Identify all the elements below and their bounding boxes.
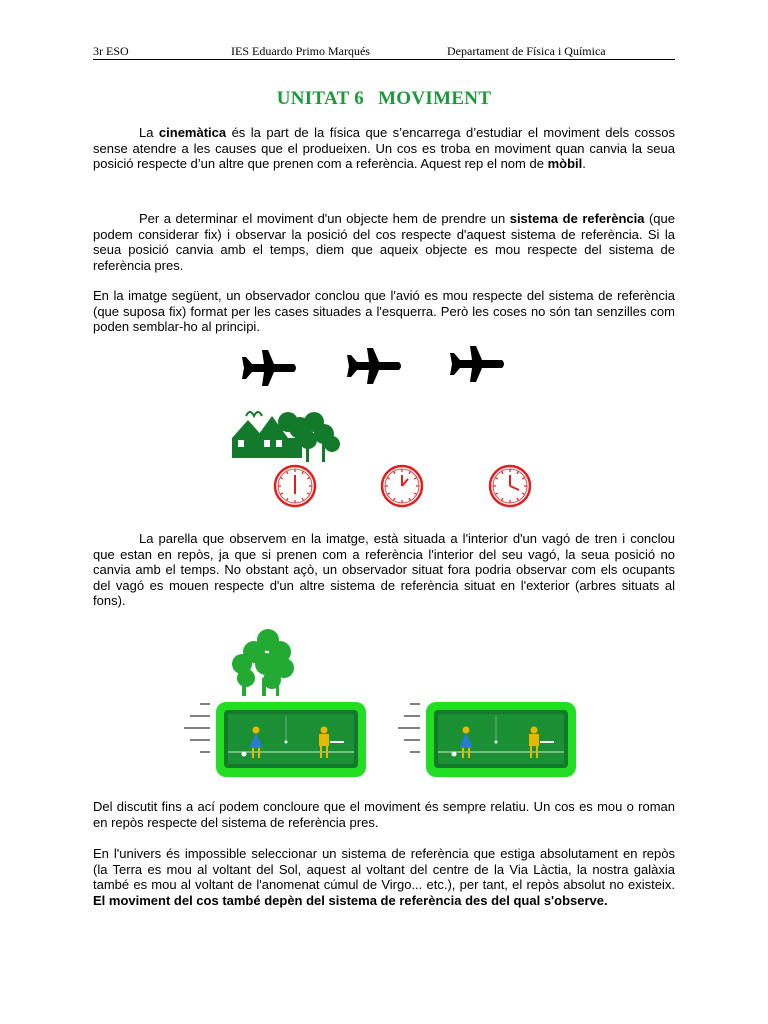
p2-text-a: Per a determinar el moviment d'un objecte hem de prendre un bbox=[139, 211, 510, 226]
airplane-icon bbox=[450, 346, 504, 382]
paragraph-parella: La parella que observem en la imatge, està situada a l'interior d'un vagó de tren i conclou que estan en repòs, ja que si prenen com a referència l'interior del seu vagó, la seua posició no canvia amb el temps. No obstant açò, un observador situat fora podria observar com els ocupants del vagó es mouen respecte d'un altre sistema de referència situat en l'exterior (arbres situats al fons). bbox=[93, 531, 675, 609]
p1-text-c: és la part de la física que s’encarrega d’estudiar el moviment dels cossos sense atendre a les causes que el produeixen. Un cos es troba en moviment quan canvia la seua posició respecte d’un altre que prenen com a referència. Aquest rep el nom de bbox=[93, 125, 675, 172]
paragraph-cinematica bbox=[93, 125, 675, 172]
train-wagon-icon bbox=[426, 702, 576, 777]
p6-conclusion: El moviment del cos també depèn del sistema de referència des del qual s'observe. bbox=[93, 892, 608, 908]
header-divider bbox=[93, 59, 675, 60]
clock-icon bbox=[275, 466, 315, 506]
houses-trees-icon bbox=[232, 412, 340, 462]
p6-text-a: En l'univers és impossible seleccionar un sistema de referència que estiga absolutament en repòs (la Terra es mou al voltant del Sol, aquest al voltant del centre de la Via Làctia, la nostra galàxia també es mou al voltant de l'anomenat cúmul de Virgo... etc.), per tant, el repòs absolut no existeix. bbox=[93, 846, 675, 893]
paragraph-avio: En la imatge següent, un observador conclou que l'avió es mou respecte del sistema de referència (que suposa fix) format per les cases situades a l'esquerra. Però les coses no són tan senzilles com poden semblar-ho al principi. bbox=[93, 288, 675, 335]
page-header bbox=[93, 42, 675, 60]
header-school: IES Eduardo Primo Marqués bbox=[231, 44, 370, 58]
paragraph-univers bbox=[93, 846, 675, 908]
paragraph-relatiu: Del discutit fins a ací podem concloure que el moviment és sempre relatiu. Un cos es mou o roman en repòs respecte del sistema de referència pres. bbox=[93, 799, 675, 830]
p1-term-cinematica: cinemàtica bbox=[158, 125, 227, 140]
title-unit: UNITAT 6 bbox=[276, 88, 365, 109]
title-name: MOVIMENT bbox=[378, 88, 492, 109]
airplane-icon bbox=[347, 348, 401, 384]
header-course: 3r ESO bbox=[93, 44, 129, 58]
tree-icon bbox=[232, 629, 294, 696]
header-department: Departament de Física i Química bbox=[447, 44, 606, 58]
train-wagon-icon bbox=[216, 702, 366, 777]
airplane-icon bbox=[242, 350, 296, 386]
p1-term-mobil: mòbil bbox=[547, 156, 583, 172]
p2-text-c: (que podem considerar fix) i observar la posició del cos respecte d'aquest sistema de referència. Si la seua posició canvia amb el temps, diem que aqueix objecte es mou respecte del sistema de referència pres. bbox=[93, 211, 675, 273]
figure-plane-reference bbox=[218, 338, 548, 516]
page-title bbox=[93, 88, 675, 110]
p2-term-sistema: sistema de referència bbox=[509, 211, 645, 226]
clock-icon bbox=[382, 466, 422, 506]
figure-train-reference bbox=[180, 622, 590, 782]
p1-text-e: . bbox=[582, 156, 586, 172]
paragraph-sistema-referencia bbox=[93, 211, 675, 273]
clock-icon bbox=[490, 466, 530, 506]
p1-text-a: La bbox=[139, 125, 159, 140]
